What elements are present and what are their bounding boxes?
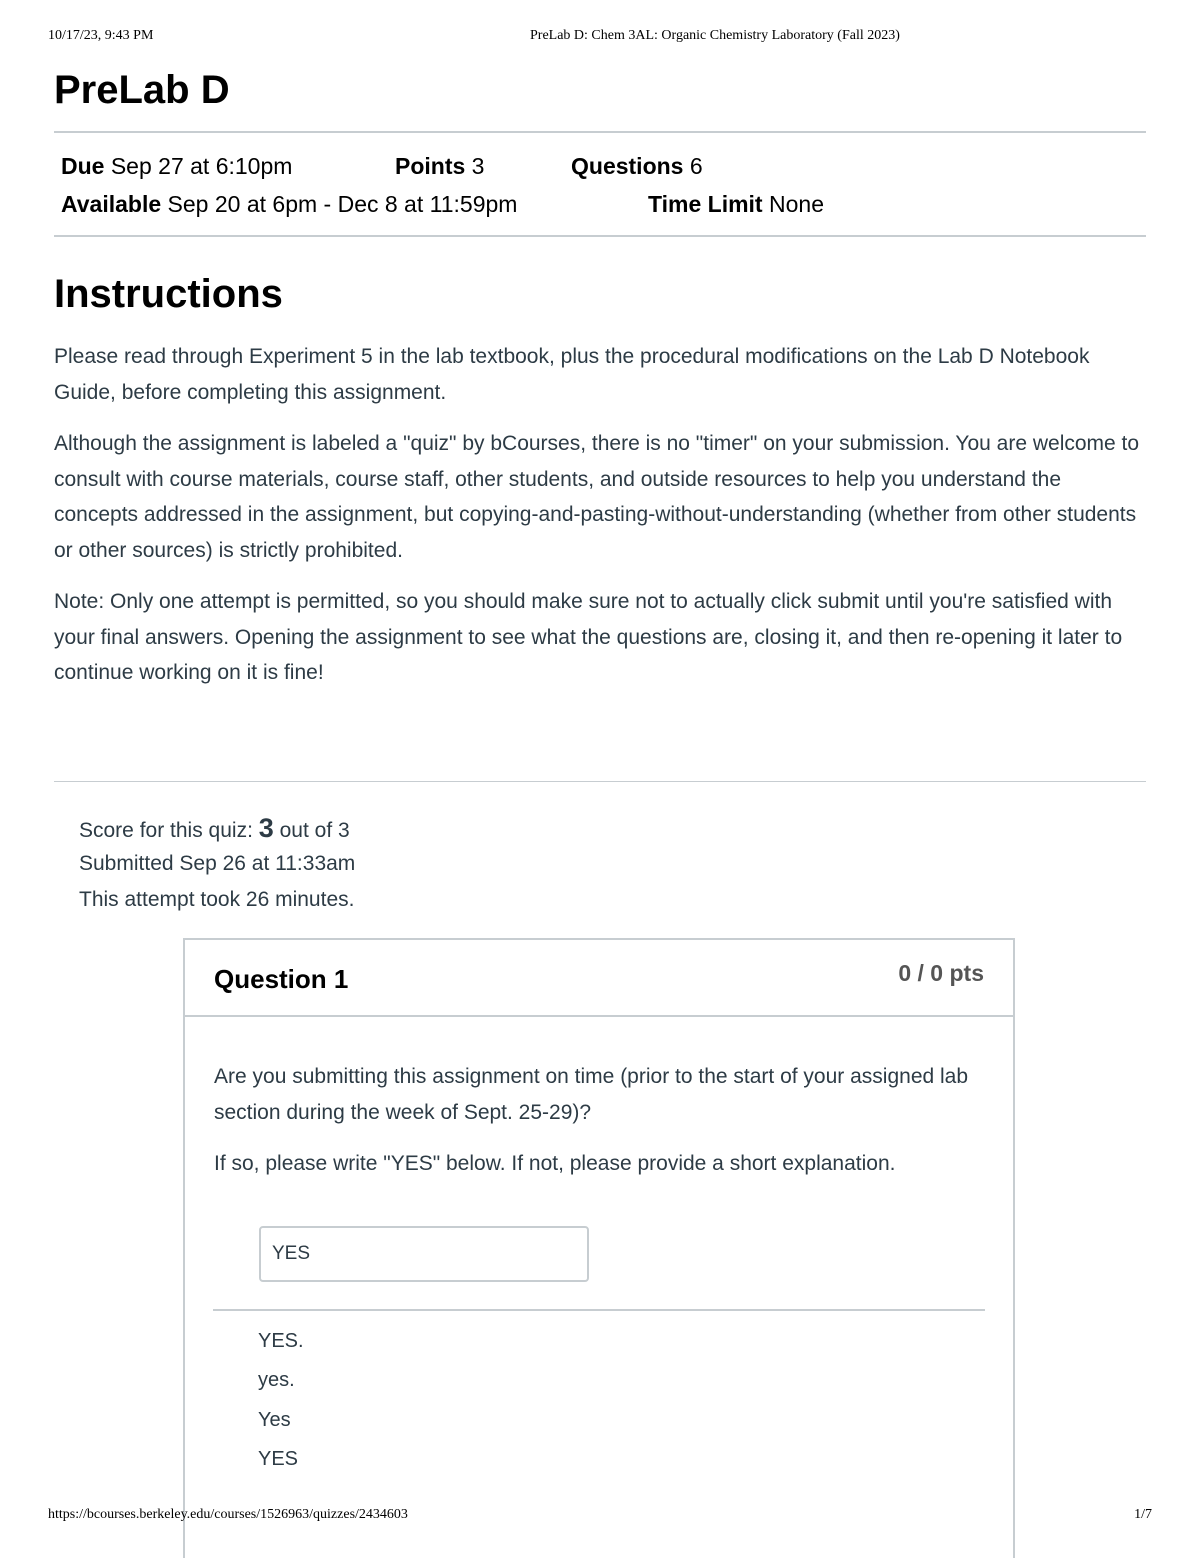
instructions-paragraph: Although the assignment is labeled a "quiz" by bCourses, there is no "timer" on your submission. You are welcome to consult with course materials, course staff, other students, and outside resources to help you understand the concepts addressed in the assignment, but copying-and-pasting-without-understanding (whether from other students or other sources) is strictly prohibited. <box>54 432 1140 562</box>
question-header <box>185 940 1013 1017</box>
time-limit-label: Time Limit <box>648 191 763 217</box>
question-body <box>185 1017 1013 1483</box>
print-header <box>48 28 1152 48</box>
score-prefix: Score for this quiz: <box>79 819 253 842</box>
print-footer <box>48 1507 1152 1527</box>
time-limit-value: None <box>769 191 824 217</box>
instructions-body <box>54 339 1146 691</box>
print-datetime: 10/17/23, 9:43 PM <box>48 28 154 43</box>
points-value: 3 <box>471 153 485 179</box>
questions-value: 6 <box>689 153 703 179</box>
question-prompt: If so, please write "YES" below. If not, please provide a short explanation. <box>214 1152 896 1175</box>
available-value: Sep 20 at 6pm - Dec 8 at 11:59pm <box>167 191 518 217</box>
due-date <box>61 147 395 185</box>
instructions-paragraph: Please read through Experiment 5 in the lab textbook, plus the procedural modifications on the Lab D Notebook Guide, before completing this assignment. <box>54 345 1090 404</box>
points <box>395 147 571 185</box>
possible-answer: YES. <box>258 1329 304 1352</box>
answer-divider <box>213 1309 985 1311</box>
possible-answer: YES <box>258 1448 299 1470</box>
print-page-number: 1/7 <box>1134 1507 1152 1522</box>
details-row-1 <box>61 147 1146 185</box>
print-document-title: PreLab D: Chem 3AL: Organic Chemistry Laboratory (Fall 2023) <box>530 28 900 43</box>
questions-label: Questions <box>571 153 684 179</box>
submitted-time: Submitted Sep 26 at 11:33am <box>79 852 356 875</box>
quiz-details <box>54 133 1146 235</box>
question-points: 0 / 0 pts <box>898 960 984 986</box>
points-label: Points <box>395 153 466 179</box>
details-divider <box>54 235 1146 237</box>
question-title: Question 1 <box>214 964 349 994</box>
results-divider <box>54 781 1146 782</box>
question-card <box>183 938 1015 1558</box>
answer-field: YES <box>259 1226 589 1282</box>
score-line <box>79 810 355 846</box>
quiz-content <box>54 60 1146 1470</box>
due-value: Sep 27 at 6:10pm <box>110 153 293 179</box>
time-limit <box>648 185 824 223</box>
score-value: 3 <box>258 813 274 843</box>
score-suffix: out of 3 <box>279 819 350 842</box>
possible-answer: Yes <box>258 1408 291 1431</box>
due-label: Due <box>61 153 105 179</box>
questions-count <box>571 147 703 185</box>
instructions-paragraph: Note: Only one attempt is permitted, so you should make sure not to actually click submit until you're satisfied with your final answers. Opening the assignment to see what the questions are, closing it, and then re-opening it later to continue working on it is fine! <box>54 590 1123 684</box>
print-url: https://bcourses.berkeley.edu/courses/1526963/quizzes/2434603 <box>48 1507 408 1522</box>
instructions-heading: Instructions <box>54 272 283 316</box>
available-label: Available <box>61 191 162 217</box>
availability <box>61 185 648 223</box>
details-row-2 <box>61 185 1146 223</box>
attempt-duration: This attempt took 26 minutes. <box>79 888 355 911</box>
page-title: PreLab D <box>54 68 230 112</box>
possible-answers-list <box>258 1325 984 1483</box>
question-prompt: Are you submitting this assignment on time (prior to the start of your assigned lab section during the week of Sept. 25-29)? <box>214 1065 969 1124</box>
quiz-results <box>79 810 355 918</box>
possible-answer: yes. <box>258 1369 295 1391</box>
